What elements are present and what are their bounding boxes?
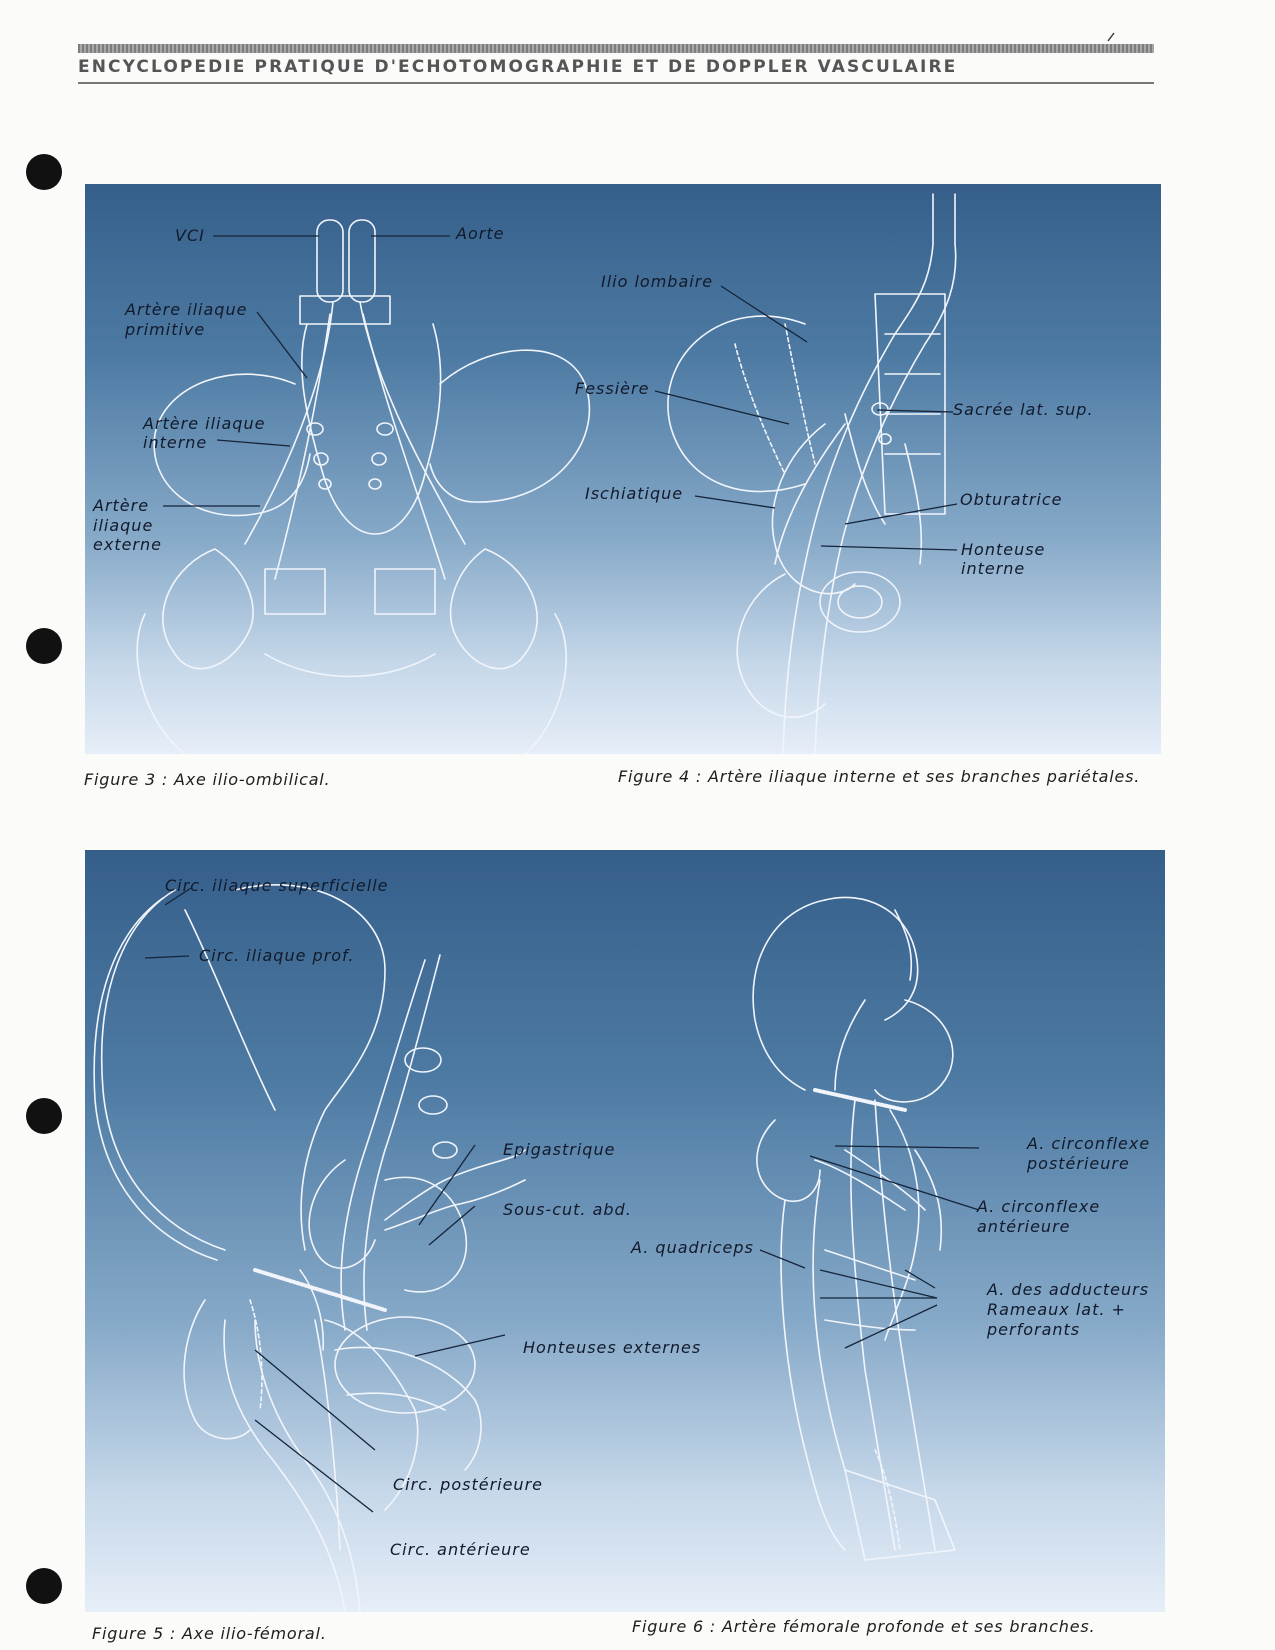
figure-3-caption: Figure 3 : Axe ilio-ombilical. [84,770,331,789]
binder-hole [26,1098,62,1134]
label-obturatrice: Obturatrice [960,490,1063,509]
label-rameaux-lat-perforants: Rameaux lat. + [987,1300,1126,1319]
label-artere-iliaque-interne: Artère iliaque [143,414,266,433]
label-artere-iliaque-externe: Artère [93,496,150,515]
label-honteuses-externes: Honteuses externes [523,1338,702,1357]
label-rameaux-lat-perforants: perforants [987,1320,1081,1339]
figure-6-caption: Figure 6 : Artère fémorale profonde et ses branches. [632,1617,1096,1636]
fig6-femoral-drawing [753,897,955,1560]
label-artere-iliaque-interne: interne [143,433,208,452]
label-ilio-lombaire: Ilio lombaire [601,272,714,291]
binder-hole [26,154,62,190]
fig4-leader-lines [655,286,957,550]
label-sous-cut-abd: Sous-cut. abd. [503,1200,632,1219]
label-aorte: Aorte [456,224,505,243]
label-a-circonflexe-posterieure: A. circonflexe [1027,1134,1151,1153]
label-circ-iliaque-superficielle: Circ. iliaque superficielle [165,876,389,895]
label-sacree-lat-sup: Sacrée lat. sup. [953,400,1094,419]
fig5-ilio-femoral-drawing [94,885,525,1612]
fig6-leader-lines [760,1146,979,1348]
label-fessiere: Fessière [575,379,650,398]
figure-5-caption: Figure 5 : Axe ilio-fémoral. [92,1624,327,1643]
corner-tick-mark [1106,32,1116,42]
label-honteuse-interne: interne [961,559,1026,578]
label-ischiatique: Ischiatique [585,484,684,503]
label-epigastrique: Epigastrique [503,1140,616,1159]
bottom-illustration-plate [85,850,1165,1612]
label-artere-iliaque-externe: iliaque [93,516,154,535]
label-artere-iliaque-primitive: Artère iliaque [125,300,248,319]
header-rule [78,82,1154,84]
label-a-circonflexe-anterieure: antérieure [977,1217,1071,1236]
figure-4-caption: Figure 4 : Artère iliaque interne et ses branches pariétales. [618,767,1141,786]
label-artere-iliaque-externe: externe [93,535,162,554]
label-a-des-adducteurs: A. des adducteurs [987,1280,1150,1299]
label-artere-iliaque-primitive: primitive [125,320,206,339]
binder-hole [26,628,62,664]
fig3-leader-lines [163,236,450,506]
label-circ-iliaque-prof: Circ. iliaque prof. [199,946,355,965]
label-vci: VCI [175,226,205,245]
pelvis-drawings-top [85,184,1161,754]
label-honteuse-interne: Honteuse [961,540,1046,559]
label-circ-anterieure: Circ. antérieure [390,1540,531,1559]
label-a-circonflexe-anterieure: A. circonflexe [977,1197,1101,1216]
label-a-quadriceps: A. quadriceps [631,1238,754,1257]
label-a-circonflexe-posterieure: postérieure [1027,1154,1130,1173]
top-illustration-plate [85,184,1161,754]
binder-hole [26,1568,62,1604]
header-hatched-bar [78,44,1154,53]
label-circ-posterieure: Circ. postérieure [393,1475,543,1494]
page-header-title: ENCYCLOPEDIE PRATIQUE D'ECHOTOMOGRAPHIE ET DE DOPPLER VASCULAIRE [78,57,958,77]
